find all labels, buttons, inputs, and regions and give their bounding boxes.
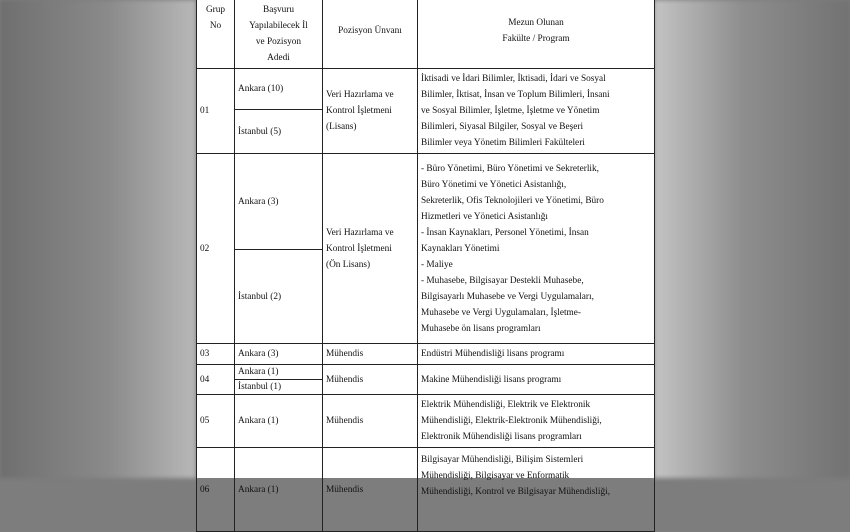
table-row: [197, 154, 655, 250]
header-pozisyon: Pozisyon Ünvanı: [323, 0, 418, 69]
location-cell: Ankara (3): [235, 154, 323, 250]
location-cell: İstanbul (1): [235, 380, 323, 395]
table-row: [197, 448, 655, 532]
table-row: [197, 69, 655, 110]
program-cell: İktisadi ve İdari Bilimler, İktisadi, İdari ve Sosyal Bilimler, İktisat, İnsan ve Toplum Bilimleri, İnsani ve Sosyal Bilimler, İşletme, İşletme ve Yönetim Bilimleri, Siyasal Bilgiler, Sosyal ve Beşeri Bilimler veya Yönetim Bilimleri Fakülteleri: [418, 69, 655, 154]
header-mezun: Mezun Olunan Fakülte / Program: [418, 0, 655, 69]
location-cell: Ankara (10): [235, 69, 323, 110]
grup-no-cell: 06: [197, 448, 235, 532]
position-title-cell: Mühendis: [323, 344, 418, 365]
table-header-row: [197, 0, 655, 69]
grup-no-cell: 01: [197, 69, 235, 154]
location-cell: İstanbul (2): [235, 250, 323, 344]
blurred-background-right: [654, 0, 850, 478]
position-title-cell: Mühendis: [323, 365, 418, 395]
table-row: [197, 395, 655, 448]
grup-no-cell: 03: [197, 344, 235, 365]
program-cell: Bilgisayar Mühendisliği, Bilişim Sistemleri Mühendisliği, Bilgisayar ve Enformatik Mühendisliği, Kontrol ve Bilgisayar Mühendisliği,: [418, 448, 655, 532]
position-title-cell: Veri Hazırlama ve Kontrol İşletmeni (Ön Lisans): [323, 154, 418, 344]
program-cell: Endüstri Mühendisliği lisans programı: [418, 344, 655, 365]
position-title-cell: Mühendis: [323, 395, 418, 448]
location-cell: Ankara (3): [235, 344, 323, 365]
document-page: [196, 0, 654, 497]
table-row: [197, 365, 655, 380]
grup-no-cell: 04: [197, 365, 235, 395]
table-row: [197, 344, 655, 365]
program-cell: - Büro Yönetimi, Büro Yönetimi ve Sekreterlik, Büro Yönetimi ve Yönetici Asistanlığı, Sekreterlik, Ofis Teknolojileri ve Yönetimi, Büro Hizmetleri ve Yönetici Asistanlığı - İnsan Kaynakları, Personel Yönetimi, İnsan Kaynakları Yönetimi - Maliye - Muhasebe, Bilgisayar Destekli Muhasebe, Bilgisayarlı Muhasebe ve Vergi Uygulamaları, Muhasebe ve Vergi Uygulamaları, İşletme- Muhasebe ön lisans programları: [418, 154, 655, 344]
position-title-cell: Mühendis: [323, 448, 418, 532]
location-cell: İstanbul (5): [235, 110, 323, 154]
position-title-cell: Veri Hazırlama ve Kontrol İşletmeni (Lisans): [323, 69, 418, 154]
program-cell: Makine Mühendisliği lisans programı: [418, 365, 655, 395]
location-cell: Ankara (1): [235, 395, 323, 448]
location-cell: Ankara (1): [235, 365, 323, 380]
positions-table: [196, 0, 655, 532]
header-basvuru: Başvuru Yapılabilecek İl ve Pozisyon Adedi: [235, 0, 323, 69]
location-cell: Ankara (1): [235, 448, 323, 532]
blurred-background-left: [0, 0, 196, 478]
header-grup-no: Grup No: [197, 0, 235, 69]
grup-no-cell: 02: [197, 154, 235, 344]
grup-no-cell: 05: [197, 395, 235, 448]
program-cell: Elektrik Mühendisliği, Elektrik ve Elektronik Mühendisliği, Elektrik-Elektronik Mühendisliği, Elektronik Mühendisliği lisans programları: [418, 395, 655, 448]
